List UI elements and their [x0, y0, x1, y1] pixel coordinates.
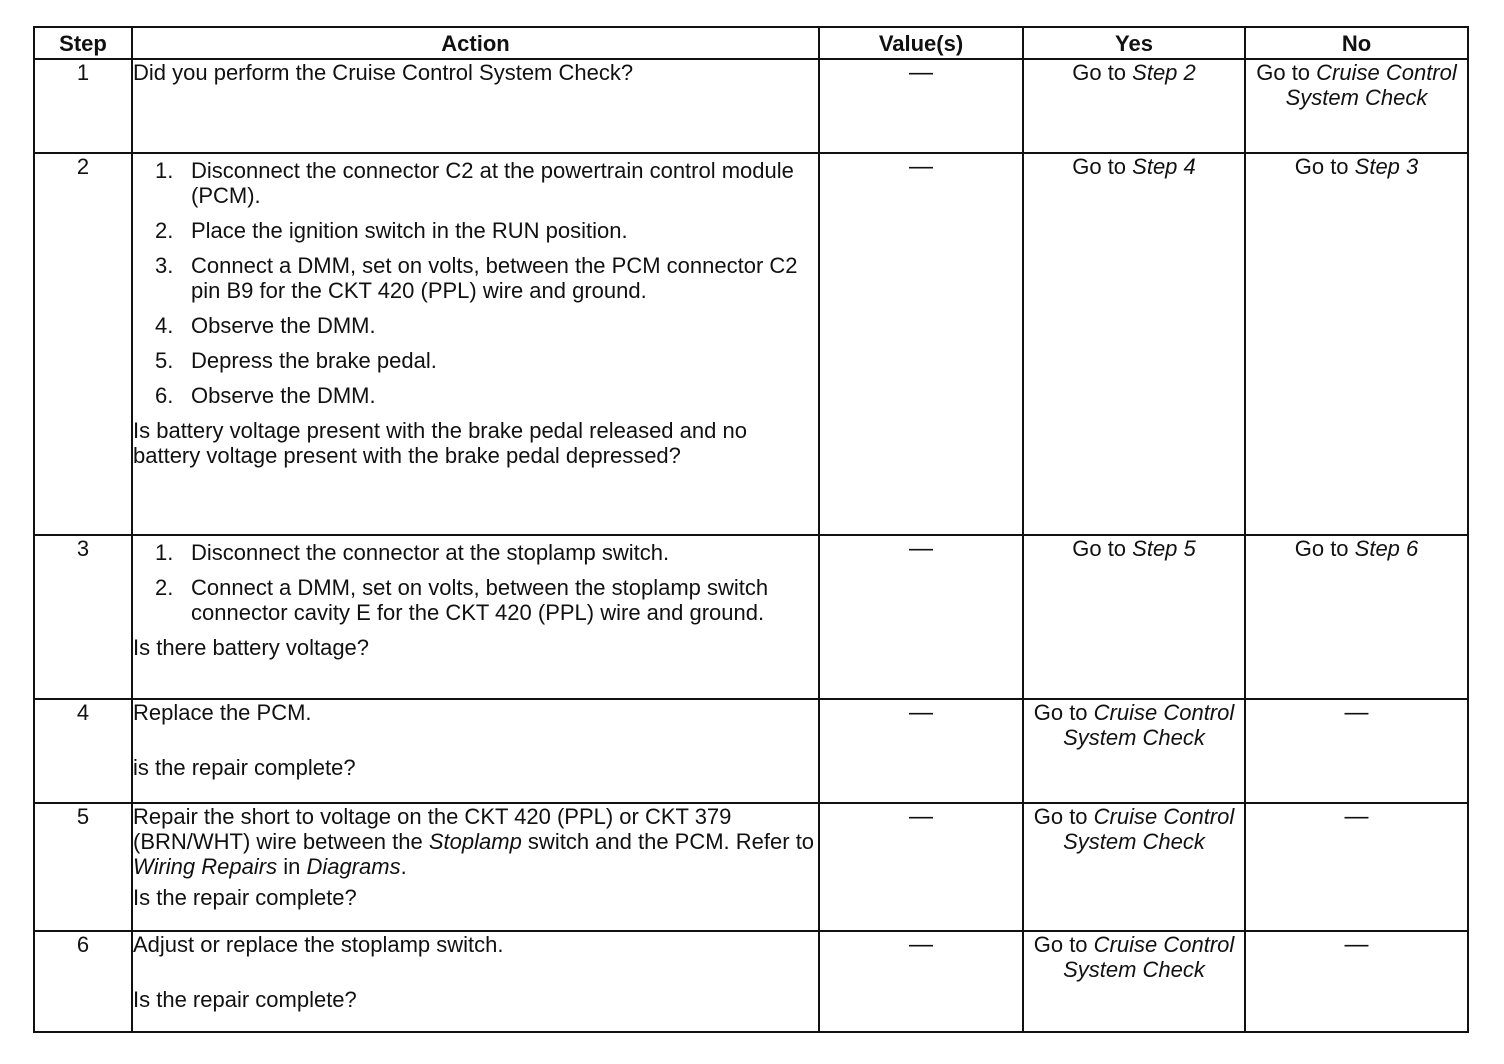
- no-prefix: Go to: [1294, 536, 1355, 561]
- step-number: 6: [34, 931, 132, 1032]
- value-cell: —: [819, 535, 1023, 699]
- yes-link[interactable]: Cruise Control System Check: [1063, 804, 1235, 854]
- value-cell: —: [819, 153, 1023, 535]
- question-text: Is the repair complete?: [133, 885, 357, 910]
- step-text: Connect a DMM, set on volts, between the stoplamp switch connector cavity E for the CKT 420 (PPL) wire and ground.: [191, 575, 769, 625]
- table-row: [34, 153, 1468, 535]
- header-no: No: [1245, 27, 1468, 59]
- yes-prefix: Go to: [1072, 536, 1133, 561]
- step-index: 2.: [155, 218, 174, 243]
- wiring-repairs-link[interactable]: Wiring Repairs: [133, 854, 278, 879]
- no-cell: —: [1245, 803, 1468, 931]
- action-text-part: Repair the short to voltage on the CKT 420 (PPL) or CKT 379 (BRN/WHT) wire between the: [133, 804, 732, 854]
- table-row: [34, 59, 1468, 153]
- value-cell: —: [819, 699, 1023, 803]
- yes-cell: [1023, 803, 1245, 931]
- stoplamp-ref: Stoplamp: [428, 829, 522, 854]
- question-text: Did you perform the Cruise Control System Check?: [133, 60, 634, 85]
- yes-link[interactable]: Step 2: [1132, 60, 1196, 85]
- value-cell: —: [819, 803, 1023, 931]
- yes-cell: [1023, 699, 1245, 803]
- action-text-part: switch and the PCM. Refer to: [521, 829, 815, 854]
- step-number: 5: [34, 803, 132, 931]
- step-index: 1.: [155, 158, 174, 183]
- step-index: 4.: [155, 313, 174, 338]
- step-number: 2: [34, 153, 132, 535]
- step-number: 3: [34, 535, 132, 699]
- action-step: [133, 313, 818, 338]
- yes-cell: [1023, 931, 1245, 1032]
- action-cell: [132, 59, 819, 153]
- action-text: Adjust or replace the stoplamp switch.: [133, 932, 504, 957]
- table-row: [34, 535, 1468, 699]
- header-step: Step: [34, 27, 132, 59]
- yes-prefix: Go to: [1033, 700, 1094, 725]
- step-text: Disconnect the connector at the stoplamp switch.: [191, 540, 670, 565]
- step-index: 6.: [155, 383, 174, 408]
- no-link[interactable]: Step 3: [1354, 154, 1419, 179]
- yes-prefix: Go to: [1033, 804, 1094, 829]
- no-cell: [1245, 535, 1468, 699]
- table-row: [34, 803, 1468, 931]
- yes-cell: [1023, 59, 1245, 153]
- step-text: Disconnect the connector C2 at the powertrain control module (PCM).: [191, 158, 794, 208]
- header-action: Action: [132, 27, 819, 59]
- yes-prefix: Go to: [1033, 932, 1094, 957]
- yes-cell: [1023, 535, 1245, 699]
- question-text: Is the repair complete?: [133, 987, 357, 1012]
- step-text: Observe the DMM.: [191, 313, 376, 338]
- diagnostic-table: [33, 26, 1469, 1033]
- step-text: Depress the brake pedal.: [191, 348, 437, 373]
- value-cell: —: [819, 59, 1023, 153]
- action-step: [133, 253, 818, 303]
- table-row: [34, 931, 1468, 1032]
- action-steps: [133, 158, 818, 408]
- value-cell: —: [819, 931, 1023, 1032]
- step-text: Place the ignition switch in the RUN position.: [191, 218, 628, 243]
- action-cell: [132, 535, 819, 699]
- yes-prefix: Go to: [1072, 154, 1133, 179]
- action-step: [133, 158, 818, 208]
- step-number: 4: [34, 699, 132, 803]
- action-text-part: .: [400, 854, 407, 879]
- yes-link[interactable]: Step 4: [1132, 154, 1196, 179]
- header-values: Value(s): [819, 27, 1023, 59]
- step-number: 1: [34, 59, 132, 153]
- action-cell: [132, 699, 819, 803]
- yes-link[interactable]: Cruise Control System Check: [1063, 700, 1235, 750]
- action-step: [133, 348, 818, 373]
- no-link[interactable]: Cruise Control System Check: [1285, 60, 1457, 110]
- action-cell: [132, 803, 819, 931]
- question-text: Is there battery voltage?: [133, 635, 370, 660]
- action-step: [133, 540, 818, 565]
- yes-link[interactable]: Step 5: [1132, 536, 1196, 561]
- table-row: [34, 699, 1468, 803]
- action-text-part: in: [277, 854, 307, 879]
- diagrams-link[interactable]: Diagrams: [306, 854, 401, 879]
- step-index: 3.: [155, 253, 174, 278]
- no-link[interactable]: Step 6: [1354, 536, 1419, 561]
- step-index: 5.: [155, 348, 174, 373]
- step-index: 2.: [155, 575, 174, 600]
- action-step: [133, 218, 818, 243]
- action-text: [133, 804, 818, 879]
- yes-prefix: Go to: [1072, 60, 1133, 85]
- action-steps: [133, 540, 818, 625]
- no-prefix: Go to: [1256, 60, 1317, 85]
- action-step: [133, 575, 818, 625]
- yes-link[interactable]: Cruise Control System Check: [1063, 932, 1235, 982]
- no-cell: [1245, 153, 1468, 535]
- question-text: Is battery voltage present with the brake pedal released and no battery voltage present with the brake pedal depressed?: [133, 418, 747, 468]
- no-cell: —: [1245, 931, 1468, 1032]
- step-index: 1.: [155, 540, 174, 565]
- step-text: Connect a DMM, set on volts, between the PCM connector C2 pin B9 for the CKT 420 (PPL) wire and ground.: [191, 253, 798, 303]
- header-row: [34, 27, 1468, 59]
- yes-cell: [1023, 153, 1245, 535]
- no-cell: —: [1245, 699, 1468, 803]
- action-text: Replace the PCM.: [133, 700, 312, 725]
- header-yes: Yes: [1023, 27, 1245, 59]
- step-text: Observe the DMM.: [191, 383, 376, 408]
- question-text: is the repair complete?: [133, 755, 356, 780]
- action-cell: [132, 153, 819, 535]
- action-step: [133, 383, 818, 408]
- no-cell: [1245, 59, 1468, 153]
- action-cell: [132, 931, 819, 1032]
- no-prefix: Go to: [1294, 154, 1355, 179]
